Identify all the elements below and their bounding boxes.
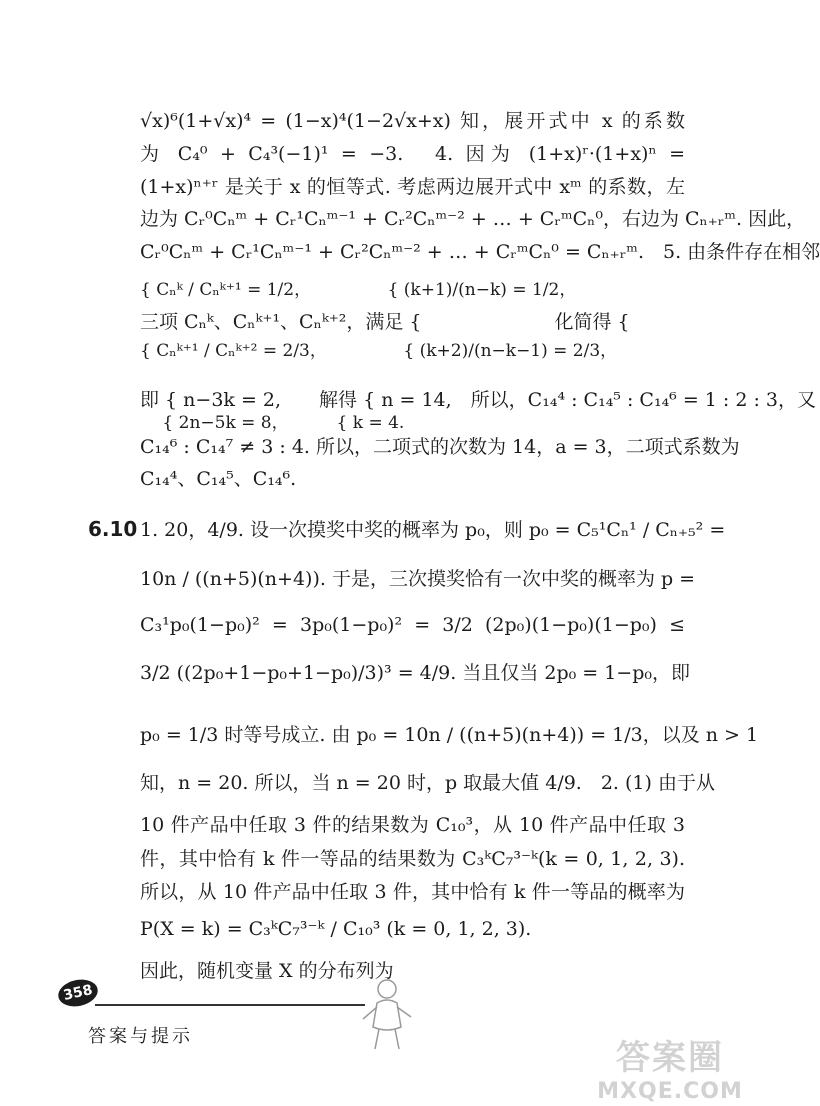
text-line: 10 件产品中任取 3 件的结果数为 C₁₀³，从 10 件产品中任取 3	[140, 814, 685, 836]
text-line: √x)⁶(1+√x)⁴ = (1−x)⁴(1−2√x+x) 知，展开式中 x 的系数	[140, 110, 685, 132]
text-line: 因此，随机变量 X 的分布列为	[140, 960, 394, 982]
text-line: 知，n = 20. 所以，当 n = 20 时，p 取最大值 4/9. 2. (1) 由于从	[140, 772, 715, 794]
footer-rule	[95, 1004, 365, 1006]
section-label: 6.10	[88, 517, 138, 541]
text-line: C₁₄⁶ : C₁₄⁷ ≠ 3 : 4. 所以，二项式的次数为 14，a = 3，二项式系数为	[140, 436, 740, 458]
text-line: { Cₙᵏ⁺¹ / Cₙᵏ⁺² = 2/3， { (k+2)/(n−k−1) = 2/3，	[140, 341, 618, 361]
page-number-badge: 358	[56, 976, 101, 1010]
text-line: 三项 Cₙᵏ、Cₙᵏ⁺¹、Cₙᵏ⁺²，满足 { 化简得 {	[140, 311, 630, 333]
text-line: 为 C₄⁰ + C₄³(−1)¹ = −3. 4. 因为 (1+x)ʳ·(1+x)ⁿ =	[140, 143, 685, 165]
text-line: P(X = k) = C₃ᵏC₇³⁻ᵏ / C₁₀³ (k = 0, 1, 2, 3).	[140, 918, 532, 940]
text-line: Cᵣ⁰Cₙᵐ + Cᵣ¹Cₙᵐ⁻¹ + Cᵣ²Cₙᵐ⁻² + … + CᵣᵐCₙ⁰ = Cₙ₊ᵣᵐ. 5. 由条件存在相邻	[140, 241, 820, 263]
text-line: 10n / ((n+5)(n+4)). 于是，三次摸奖恰有一次中奖的概率为 p =	[140, 568, 696, 590]
text-line: { Cₙᵏ / Cₙᵏ⁺¹ = 1/2， { (k+1)/(n−k) = 1/2，	[140, 280, 577, 300]
text-line: (1+x)ⁿ⁺ʳ 是关于 x 的恒等式. 考虑两边展开式中 xᵐ 的系数，左	[140, 176, 685, 198]
text-line: 所以，从 10 件产品中任取 3 件，其中恰有 k 件一等品的概率为	[140, 881, 685, 903]
footer-title: 答案与提示	[88, 1026, 193, 1047]
watermark-url: MXQE.COM	[597, 1079, 743, 1104]
text-line: C₁₄⁴、C₁₄⁵、C₁₄⁶.	[140, 468, 297, 490]
text-line: { 2n−5k = 8， { k = 4.	[140, 413, 405, 433]
watermark-logo	[590, 1030, 750, 1104]
text-line: p₀ = 1/3 时等号成立. 由 p₀ = 10n / ((n+5)(n+4)) = 1/3，以及 n > 1	[140, 724, 759, 746]
text-line: 件，其中恰有 k 件一等品的结果数为 C₃ᵏC₇³⁻ᵏ(k = 0, 1, 2, 3).	[140, 848, 685, 870]
watermark-title: 答案圈	[616, 1038, 724, 1078]
text-line: 3/2 ((2p₀+1−p₀+1−p₀)/3)³ = 4/9. 当且仅当 2p₀ = 1−p₀，即	[140, 662, 691, 684]
text-line: 边为 Cᵣ⁰Cₙᵐ + Cᵣ¹Cₙᵐ⁻¹ + Cᵣ²Cₙᵐ⁻² + … + CᵣᵐCₙ⁰，右边为 Cₙ₊ᵣᵐ. 因此，	[140, 208, 806, 230]
text-line: 1. 20，4/9. 设一次摸奖中奖的概率为 p₀，则 p₀ = C₅¹Cₙ¹ / Cₙ₊₅² =	[140, 519, 726, 541]
text-line: 即 { n−3k = 2, 解得 { n = 14, 所以，C₁₄⁴ : C₁₄⁵ : C₁₄⁶ = 1 : 2 : 3，又	[140, 389, 817, 411]
text-line: C₃¹p₀(1−p₀)² = 3p₀(1−p₀)² = 3/2 (2p₀)(1−p₀)(1−p₀) ≤	[140, 614, 685, 636]
decorative-figure-illustration	[355, 975, 420, 1055]
